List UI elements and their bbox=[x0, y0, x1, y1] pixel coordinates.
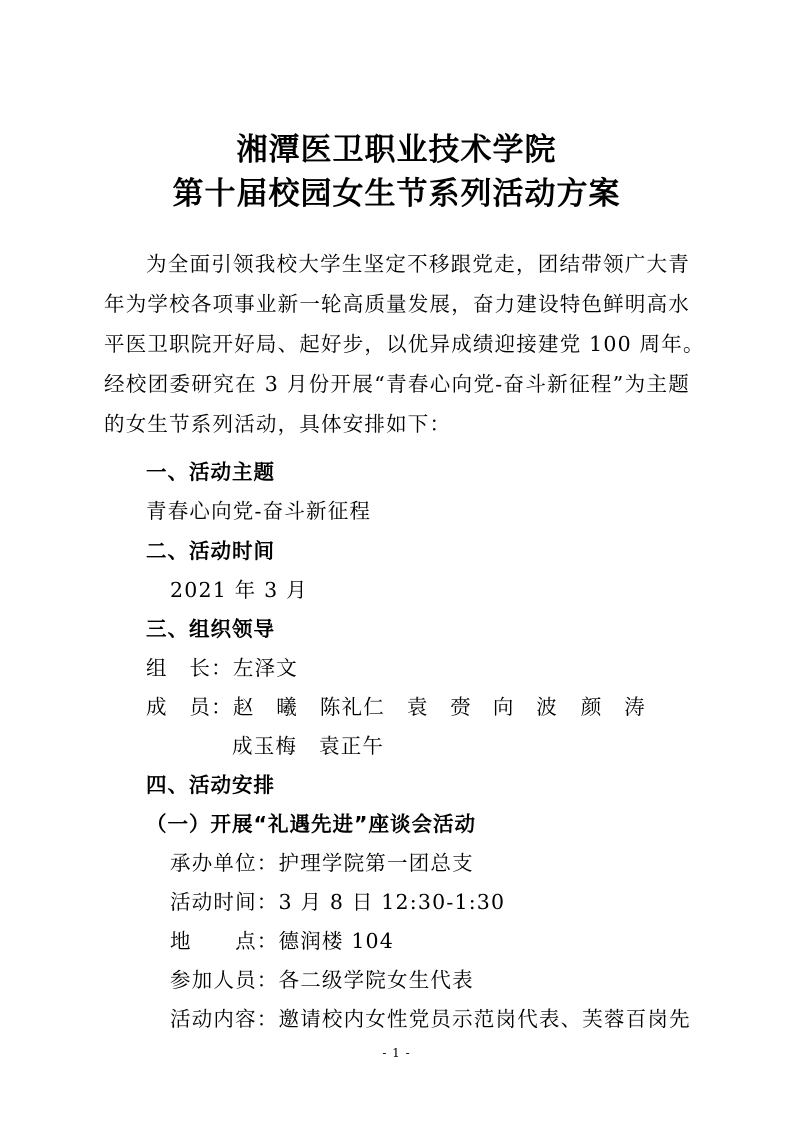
document-title-line2: 第十届校园女生节系列活动方案 bbox=[172, 176, 621, 212]
member-name: 袁 赍 bbox=[406, 695, 472, 719]
sub1-item: 地 点：德润楼 104 bbox=[170, 929, 395, 953]
section2-text: 2021 年 3 月 bbox=[170, 578, 308, 602]
intro-line-1: 为全面引领我校大学生坚定不移跟党走，团结带领广大青 bbox=[146, 252, 690, 276]
section1-heading: 一、活动主题 bbox=[146, 460, 275, 484]
sub1-item: 活动时间：3 月 8 日 12:30-1:30 bbox=[170, 890, 506, 914]
leader-name: 左泽文 bbox=[232, 656, 298, 680]
section2-heading: 二、活动时间 bbox=[146, 539, 275, 563]
leader-label: 组 长： bbox=[146, 656, 233, 680]
member-name: 成玉梅 bbox=[232, 734, 298, 758]
member-name: 赵 曦 bbox=[232, 695, 298, 719]
member-name: 袁正午 bbox=[319, 734, 385, 758]
intro-line-2: 年为学校各项事业新一轮高质量发展，奋力建设特色鲜明高水 bbox=[104, 292, 690, 316]
member-name: 向 波 bbox=[492, 695, 558, 719]
section4-heading: 四、活动安排 bbox=[146, 773, 275, 797]
section1-text: 青春心向党-奋斗新征程 bbox=[146, 499, 372, 523]
sub1-item: 参加人员：各二级学院女生代表 bbox=[170, 968, 474, 992]
members-row-1 bbox=[146, 690, 646, 720]
document-title-line1: 湘潭医卫职业技术学院 bbox=[236, 132, 557, 168]
members-label: 成 员： bbox=[146, 695, 233, 719]
intro-line-4: 经校团委研究在 3 月份开展“青春心向党-奋斗新征程”为主题 bbox=[104, 372, 690, 396]
sub1-item: 活动内容：邀请校内女性党员示范岗代表、芙蓉百岗先 bbox=[170, 1007, 691, 1031]
member-name: 颜 涛 bbox=[580, 695, 646, 719]
page-number: - 1 - bbox=[382, 1046, 411, 1060]
members-row-2 bbox=[232, 729, 384, 759]
member-name: 陈礼仁 bbox=[319, 695, 385, 719]
intro-line-5: 的女生节系列活动，具体安排如下： bbox=[104, 412, 452, 436]
leader-row bbox=[146, 651, 298, 681]
section3-heading: 三、组织领导 bbox=[146, 617, 275, 641]
sub1-heading: （一）开展“礼遇先进”座谈会活动 bbox=[146, 812, 476, 836]
intro-line-3: 平医卫职院开好局、起好步，以优异成绩迎接建党 100 周年。 bbox=[104, 332, 705, 356]
sub1-item: 承办单位：护理学院第一团总支 bbox=[170, 851, 474, 875]
